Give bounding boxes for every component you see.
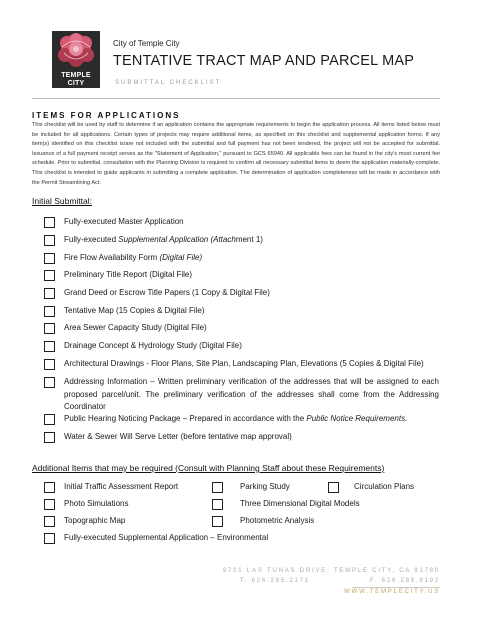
- item-3d-models: Three Dimensional Digital Models: [240, 499, 360, 508]
- checkbox-tentative-map[interactable]: [44, 306, 55, 317]
- checkbox-title-report[interactable]: [44, 270, 55, 281]
- item-sewer-capacity: Area Sewer Capacity Study (Digital File): [64, 323, 207, 332]
- item-supplemental-application: Fully-executed Supplemental Application (Attachment 1): [64, 235, 263, 244]
- item-fire-flow: Fire Flow Availability Form (Digital File): [64, 253, 203, 262]
- checkbox-will-serve-letter[interactable]: [44, 432, 55, 443]
- camellia-flower-icon: [52, 31, 100, 71]
- checkbox-traffic-assessment[interactable]: [44, 482, 55, 493]
- checkbox-fire-flow[interactable]: [44, 253, 55, 264]
- checkbox-parking-study[interactable]: [212, 482, 223, 493]
- item-public-hearing-notice: Public Hearing Noticing Package – Prepared in accordance with the Public Notice Requirements.: [64, 414, 408, 423]
- checkbox-topographic-map[interactable]: [44, 516, 55, 527]
- additional-items-heading: Additional Items that may be required (Consult with Planning Staff about these Requirements): [32, 463, 385, 473]
- checkbox-drainage-hydrology[interactable]: [44, 341, 55, 352]
- initial-submittal-heading: Initial Submittal:: [32, 196, 92, 206]
- footer-fax: F. 626.285.8192: [369, 578, 440, 584]
- footer-phone: T. 626.285.2171: [239, 578, 310, 584]
- footer-phone-fax: [240, 578, 440, 584]
- checkbox-3d-models[interactable]: [212, 499, 223, 510]
- checkbox-grant-deed[interactable]: [44, 288, 55, 299]
- item-title-report: Preliminary Title Report (Digital File): [64, 270, 193, 279]
- logo-text-line2: CITY: [67, 79, 85, 87]
- item-supplemental-environmental: Fully-executed Supplemental Application – Environmental: [64, 533, 269, 542]
- logo-text-line1: TEMPLE: [61, 72, 91, 79]
- city-name: City of Temple City: [113, 39, 180, 48]
- checkbox-supplemental-application[interactable]: [44, 235, 55, 246]
- checkbox-photo-simulations[interactable]: [44, 499, 55, 510]
- intro-paragraph: This checklist will be used by staff to determine if an application contains the appropriate requirements to begin the application process. All items listed below must be included for all applications. Certain types of projects may require additional items, as specified on this checklist and supplemental application forms. If any item(s) identified on this checklist is/are not included with the submittal and full payment has not been tendered, the project will not be accepted for submittal. Issuance of a full payment receipt serves as the "Statement of Application," pursuant to GCS 65940. All applicable fees can be found in the city's most current fee schedule. Prior to submittal, consultation with the Planning Division is required to confirm all necessary submittal items to deem the application materially-complete. This checklist is intended to guide applicants in submitting a complete application. The determination of application completeness will be made in accordance with the Permit Streamlining Act.: [32, 122, 440, 186]
- item-drainage-hydrology: Drainage Concept & Hydrology Study (Digital File): [64, 341, 242, 350]
- item-grant-deed: Grand Deed or Escrow Title Papers (1 Copy & Digital File): [64, 288, 270, 297]
- item-will-serve-letter: Water & Sewer Will Serve Letter (before tentative map approval): [64, 432, 292, 441]
- item-parking-study: Parking Study: [240, 482, 290, 491]
- document-title: TENTATIVE TRACT MAP AND PARCEL MAP: [113, 53, 415, 69]
- section-heading: ITEMS FOR APPLICATIONS: [32, 111, 181, 120]
- checkbox-supplemental-environmental[interactable]: [44, 533, 55, 544]
- checkbox-circulation-plans[interactable]: [328, 482, 339, 493]
- item-traffic-assessment: Initial Traffic Assessment Report: [64, 482, 179, 491]
- footer-divider: [352, 587, 440, 588]
- header-divider: [32, 98, 440, 99]
- footer-address: 9701 LAS TUNAS DRIVE, TEMPLE CITY, CA 91780: [222, 568, 440, 574]
- item-photometric-analysis: Photometric Analysis: [240, 516, 315, 525]
- document-subtitle: SUBMITTAL CHECKLIST: [115, 80, 222, 86]
- footer-website[interactable]: WWW.TEMPLECITY.US: [344, 589, 440, 595]
- item-master-application: Fully-executed Master Application: [64, 217, 184, 226]
- checkbox-sewer-capacity[interactable]: [44, 323, 55, 334]
- checkbox-master-application[interactable]: [44, 217, 55, 228]
- checkbox-photometric-analysis[interactable]: [212, 516, 223, 527]
- checkbox-architectural-drawings[interactable]: [44, 359, 55, 370]
- item-addressing-information: Addressing Information – Written preliminary verification of the addresses that will be assigned to each proposed parcel/unit. The preliminary verification of the addresses shall come from the Addressing Coordinator: [64, 377, 439, 411]
- item-topographic-map: Topographic Map: [64, 516, 126, 525]
- item-architectural-drawings: Architectural Drawings - Floor Plans, Site Plan, Landscaping Plan, Elevations (5 Copies & Digital File): [64, 359, 424, 368]
- item-circulation-plans: Circulation Plans: [354, 482, 415, 491]
- city-logo: [52, 31, 100, 88]
- checkbox-addressing-information[interactable]: [44, 377, 55, 388]
- item-photo-simulations: Photo Simulations: [64, 499, 129, 508]
- checkbox-public-hearing-notice[interactable]: [44, 414, 55, 425]
- item-tentative-map: Tentative Map (15 Copies & Digital File): [64, 306, 205, 315]
